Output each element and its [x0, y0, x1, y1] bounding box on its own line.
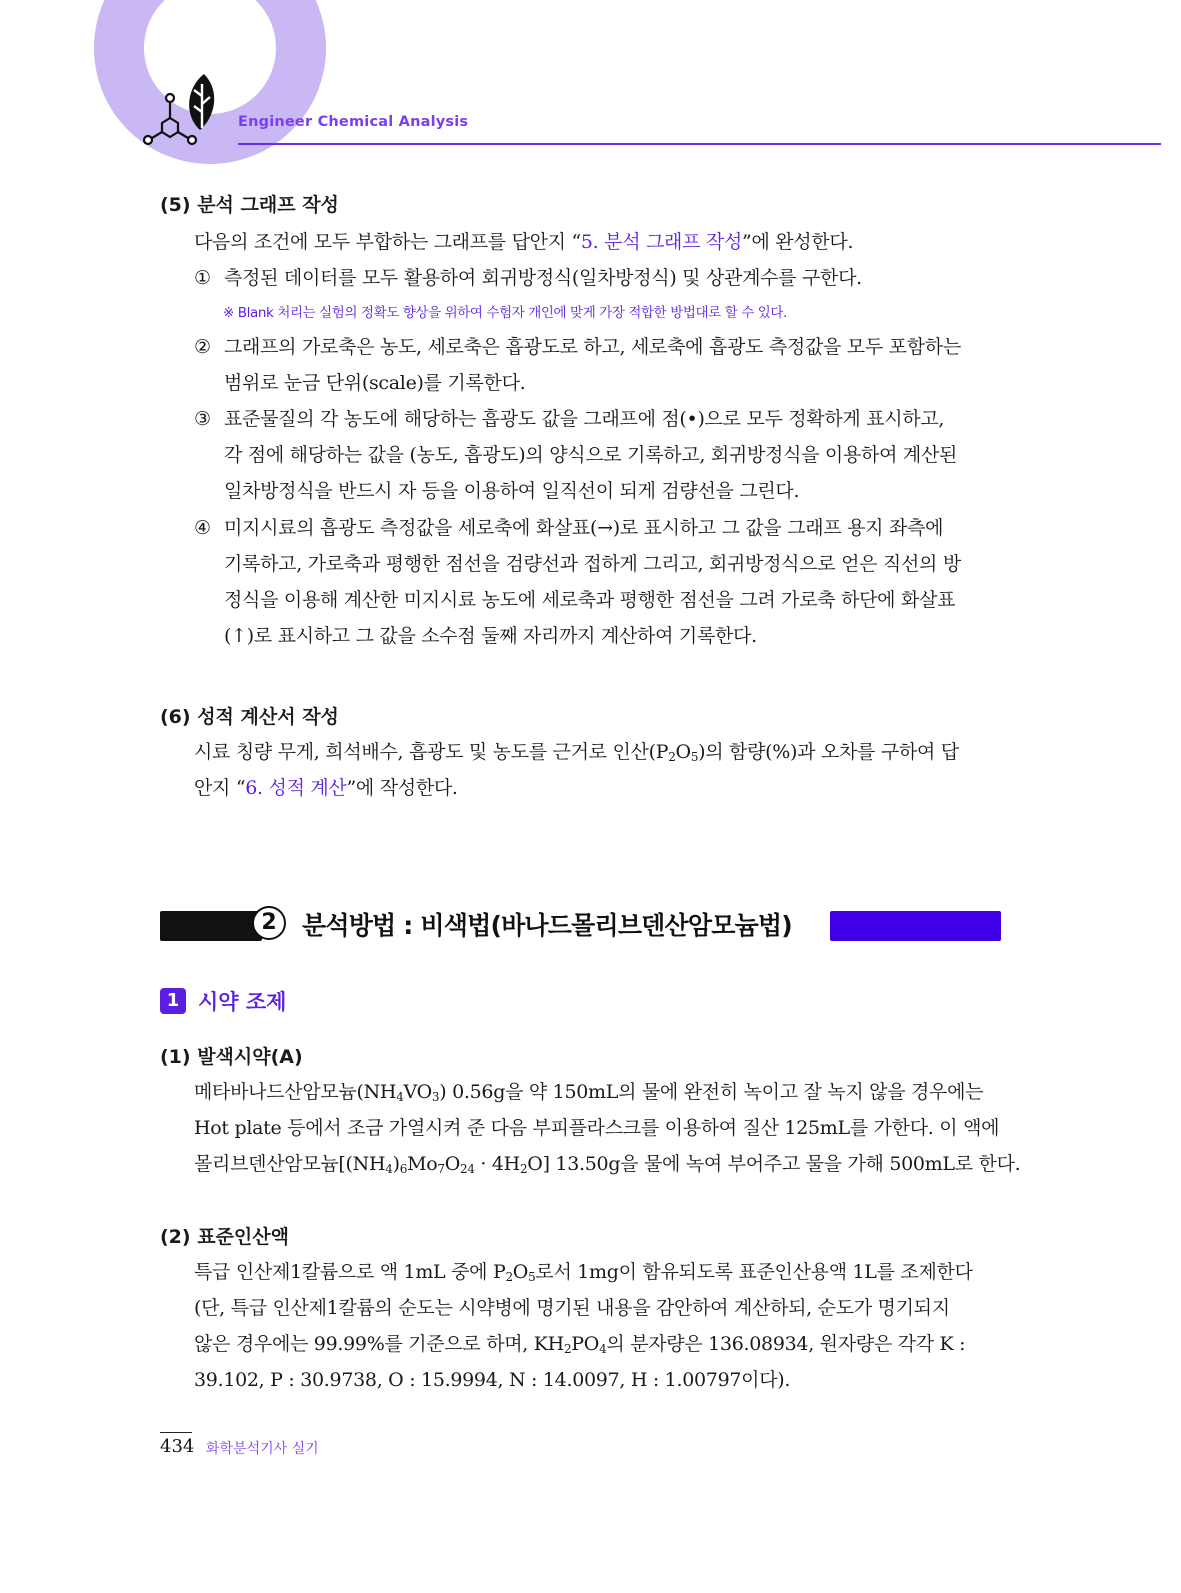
text-run: PO — [571, 1333, 600, 1355]
item-number: ① — [194, 267, 211, 289]
item-line: 그래프의 가로축은 농도, 세로축은 흡광도로 하고, 세로축에 흡광도 측정값을 모두 포함하는 — [224, 336, 961, 358]
subscript: 5 — [528, 1270, 536, 1284]
subscript: 4 — [599, 1342, 607, 1356]
section-bar-right — [830, 911, 1001, 941]
step5-intro-pre: 다음의 조건에 모두 부합하는 그래프를 답안지 “ — [194, 231, 581, 253]
section-bar-left — [160, 911, 262, 941]
item-number: ③ — [194, 408, 211, 430]
text-run: ) — [392, 1153, 400, 1175]
section-title: 분석방법 : 비색법(바나드몰리브덴산암모늄법) — [302, 911, 792, 940]
subscript: 4 — [385, 1162, 393, 1176]
subscript: 24 — [460, 1162, 475, 1176]
reagent-b-heading: (2) 표준인산액 — [160, 1226, 289, 1248]
header-title: Engineer Chemical Analysis — [238, 114, 469, 130]
text-run: 로서 1mg이 함유되도록 표준인산용액 1L를 조제한다 — [535, 1261, 973, 1283]
text-line: (단, 특급 인산제1칼륨의 순도는 시약병에 명기된 내용을 감안하여 계산하되, 순도가 명기되지 — [194, 1297, 950, 1319]
book-title: 화학분석기사 실기 — [206, 1441, 319, 1457]
subsection-title: 시약 조제 — [198, 990, 287, 1014]
subscript: 4 — [396, 1090, 404, 1104]
item-line: (↑)로 표시하고 그 값을 소수점 둘째 자리까지 계산하여 기록한다. — [224, 625, 757, 647]
subscript: 7 — [437, 1162, 445, 1176]
step5-heading: (5) 분석 그래프 작성 — [160, 194, 339, 216]
step6-ref: 6. 성적 계산 — [245, 777, 347, 799]
header-divider — [238, 143, 1161, 145]
text-run: O — [675, 741, 691, 763]
item-line: 측정된 데이터를 모두 활용하여 회귀방정식(일차방정식) 및 상관계수를 구한다. — [224, 267, 862, 289]
text-run: 시료 칭량 무게, 희석배수, 흡광도 및 농도를 근거로 인산(P — [194, 741, 669, 763]
item-line: 미지시료의 흡광도 측정값을 세로축에 화살표(→)로 표시하고 그 값을 그래프 용지 좌측에 — [224, 517, 944, 539]
item-line: 표준물질의 각 농도에 해당하는 흡광도 값을 그래프에 점(•)으로 모두 정확하게 표시하고, — [224, 408, 945, 430]
footer-rule — [160, 1432, 192, 1433]
subscript: 3 — [431, 1090, 440, 1104]
text-line: Hot plate 등에서 조금 가열시켜 준 다음 부피플라스크를 이용하여 질산 125mL를 가한다. 이 액에 — [194, 1117, 1000, 1139]
text-run: O] 13.50g을 물에 녹여 부어주고 물을 가해 500mL로 한다. — [527, 1153, 1021, 1175]
text-run: Mo — [407, 1153, 438, 1175]
text-run: ”에 작성한다. — [346, 777, 458, 799]
section-number: 2 — [252, 906, 286, 940]
step6-heading: (6) 성적 계산서 작성 — [160, 706, 339, 728]
item-line: 정식을 이용해 계산한 미지시료 농도에 세로축과 평행한 점선을 그려 가로축 하단에 화살표 — [224, 589, 956, 611]
item-number: ② — [194, 336, 211, 358]
text-run: )의 함량(%)과 오차를 구하여 답 — [698, 741, 959, 763]
subscript: 2 — [505, 1270, 513, 1284]
text-run: · 4H — [474, 1153, 520, 1175]
blank-note: ※ Blank 처리는 실험의 정확도 향상을 위하여 수험자 개인에 맞게 가장 적합한 방법대로 할 수 있다. — [223, 305, 787, 321]
text-run: O — [444, 1153, 460, 1175]
page-number: 434 — [160, 1436, 195, 1457]
subsection-number: 1 — [160, 988, 186, 1014]
subscript: 2 — [668, 750, 676, 764]
text-run: 의 분자량은 136.08934, 원자량은 각각 K : — [606, 1333, 966, 1355]
text-run: 특급 인산제1칼륨으로 액 1mL 중에 P — [194, 1261, 506, 1283]
item-line: 각 점에 해당하는 값을 (농도, 흡광도)의 양식으로 기록하고, 회귀방정식을 이용하여 계산된 — [224, 444, 958, 466]
step6-body — [194, 734, 1002, 806]
item-line: 기록하고, 가로축과 평행한 점선을 검량선과 접하게 그리고, 회귀방정식으로 얻은 직선의 방 — [224, 553, 961, 575]
reagent-b-body — [194, 1254, 1002, 1398]
text-run: 몰리브덴산암모늄[(NH — [194, 1153, 386, 1175]
item-line: 범위로 눈금 단위(scale)를 기록한다. — [224, 372, 526, 394]
text-run: 안지 “ — [194, 777, 246, 799]
step5-intro-ref: 5. 분석 그래프 작성 — [580, 231, 743, 253]
item-number: ④ — [194, 517, 211, 539]
text-line: 39.102, P : 30.9738, O : 15.9994, N : 14.0097, H : 1.00797이다). — [194, 1369, 791, 1391]
subscript: 5 — [690, 750, 699, 764]
text-run: 메타바나드산암모늄(NH — [194, 1081, 397, 1103]
molecule-leaf-icon — [142, 70, 232, 150]
subscript: 6 — [399, 1162, 408, 1176]
text-run: ) 0.56g을 약 150mL의 물에 완전히 녹이고 잘 녹지 않을 경우에는 — [439, 1081, 984, 1103]
step5-intro — [194, 224, 1002, 260]
subscript: 2 — [563, 1342, 572, 1356]
step5-intro-post: ”에 완성한다. — [742, 231, 854, 253]
reagent-a-body — [194, 1074, 1021, 1182]
subscript: 2 — [519, 1162, 528, 1176]
text-run: 않은 경우에는 99.99%를 기준으로 하며, KH — [194, 1333, 564, 1355]
item-line: 일차방정식을 반드시 자 등을 이용하여 일직선이 되게 검량선을 그린다. — [224, 480, 800, 502]
text-run: O — [512, 1261, 529, 1283]
text-run: VO — [403, 1081, 432, 1103]
reagent-a-heading: (1) 발색시약(A) — [160, 1046, 303, 1068]
